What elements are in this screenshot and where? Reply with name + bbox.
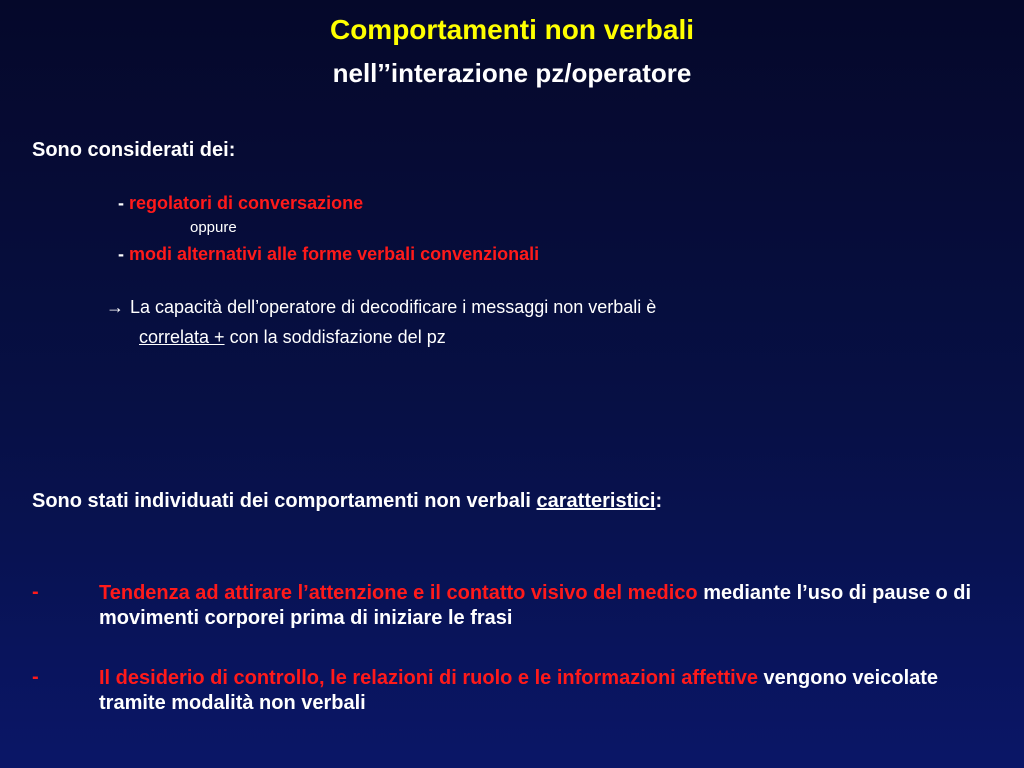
intro-item-1-text: regolatori di conversazione xyxy=(129,193,364,213)
bullet-1-text: mediante l’uso di pause o di movimenti corporei prima di iniziare le frasi xyxy=(99,582,972,629)
bullet-2-highlight: Il desiderio di controllo, le relazioni di ruolo e le informazioni affettive xyxy=(99,667,758,689)
intro-heading: Sono considerati dei: xyxy=(32,139,236,161)
bullet-2-text: vengono veicolate tramite modalità non verbali xyxy=(99,667,939,714)
section2-heading-text: Sono stati individuati dei comportamenti non verbali xyxy=(32,490,531,512)
note-line-1 xyxy=(106,297,656,318)
bullet-1 xyxy=(99,581,999,631)
note-underlined-term: correlata + xyxy=(139,327,225,347)
intro-item-1-dash: - xyxy=(118,193,124,213)
note-text-1: La capacità dell’operatore di decodificare i messaggi non verbali è xyxy=(130,297,657,317)
bullet-2-dash: - xyxy=(32,666,39,688)
bullet-1-dash: - xyxy=(32,581,39,603)
slide-subtitle: nell’’interazione pz/operatore xyxy=(332,58,692,88)
bullet-2 xyxy=(99,666,999,716)
arrow-right-icon: → xyxy=(106,297,124,317)
intro-connector: oppure xyxy=(190,219,237,236)
slide-title: Comportamenti non verbali xyxy=(329,14,695,45)
note-text-2: con la soddisfazione del pz xyxy=(229,327,446,347)
section2-heading-colon: : xyxy=(655,490,663,512)
intro-item-2-dash: - xyxy=(118,244,124,264)
section2-heading-underlined: caratteristici xyxy=(536,490,656,512)
bullet-1-highlight: Tendenza ad attirare l’attenzione e il contatto visivo del medico xyxy=(99,582,698,604)
section2-heading xyxy=(32,490,662,513)
note-line-2 xyxy=(139,327,446,348)
intro-item-2 xyxy=(118,244,539,265)
intro-item-2-text: modi alternativi alle forme verbali convenzionali xyxy=(129,244,540,264)
intro-item-1 xyxy=(118,193,363,214)
